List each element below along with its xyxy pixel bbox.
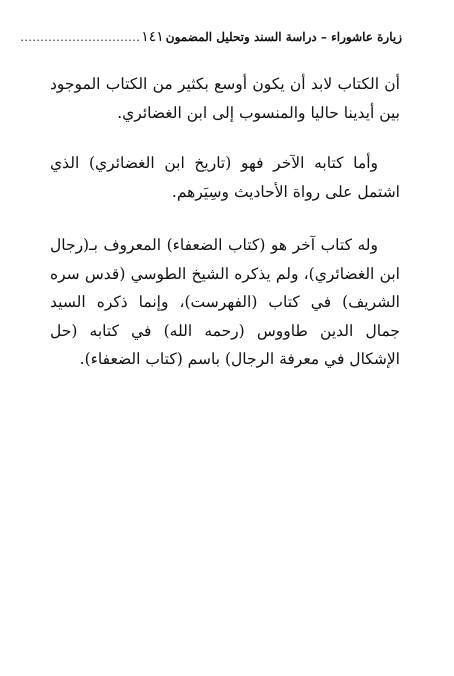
paragraph-2: وأما كتابه الآخر فهو (تاريخ ابن الغضائري) الذي اشتمل على رواة الأحاديث وسِيَرهم. xyxy=(50,154,400,201)
body-text xyxy=(50,70,400,374)
page-number: ١٤١ xyxy=(141,29,164,45)
paragraph-1: أن الكتاب لابد أن يكون أوسع بكثير من الكتاب الموجود بين أيدينا حاليا والمنسوب إلى ابن الغضائري. xyxy=(50,75,400,122)
header-title: زيارة عاشوراء – دراسة السند وتحليل المضمون xyxy=(165,30,402,44)
header-leader-dots: .............................. xyxy=(20,30,141,44)
header-page-info xyxy=(20,29,165,45)
running-header xyxy=(20,26,402,48)
paragraph-3: وله كتاب آخر هو (كتاب الضعفاء) المعروف بـ(رجال ابن الغضائري)، ولم يذكره الشيخ الطوسي (قدس سره الشريف) في كتاب (الفهرست)، وإنما ذكره السيد جمال الدين طاووس (رحمه الله) في كتابه (حل الإشكال في معرفة الرجال) باسم (كتاب الضعفاء). xyxy=(50,236,400,368)
